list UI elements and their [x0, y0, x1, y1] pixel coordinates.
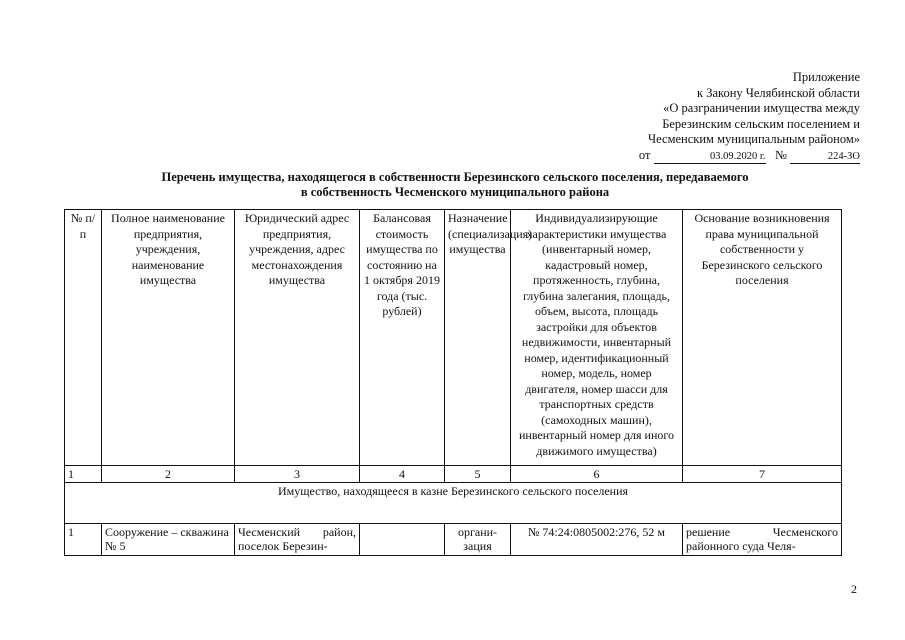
date-prefix: от: [638, 147, 651, 162]
column-number: 2: [102, 466, 235, 483]
appendix-block: [639, 70, 860, 164]
document-title: [60, 170, 850, 200]
number-value: 224-ЗО: [790, 151, 860, 164]
property-table: [64, 209, 842, 556]
appendix-line: Приложение: [792, 70, 860, 84]
title-line-1: Перечень имущества, находящегося в собственности Березинского сельского поселения, передаваемого: [161, 170, 749, 184]
row-characteristics: № 74:24:0805002:276, 52 м: [511, 524, 683, 556]
page-number: 2: [851, 582, 857, 596]
header-cell-num: № п/п: [65, 210, 102, 466]
column-number: 7: [683, 466, 842, 483]
appendix-line: к Закону Челябинской области: [697, 85, 860, 100]
date-value: 03.09.2020 г.: [654, 151, 766, 164]
table-row: [65, 524, 842, 556]
row-purpose: органи-зация: [445, 524, 511, 556]
appendix-date-line: [639, 148, 860, 164]
row-basis: решение Чесменского районного суда Челя-: [683, 524, 842, 556]
header-cell-value: Балансовая стоимость имущества по состоянию на 1 октября 2019 года (тыс. рублей): [360, 210, 445, 466]
column-number: 6: [511, 466, 683, 483]
header-row: [65, 210, 842, 466]
column-numbers-row: [65, 466, 842, 483]
header-cell-characteristics: Индивидуализирующие характеристики имущества (инвентарный номер, кадастровый номер, протяженность, глубина, глубина залегания, площадь, объем, высота, площадь застройки для объектов недвижимости, инвентарный номер, идентификационный номер, модель, номер двигателя, номер шасси для транспортных средств (самоходных машин), инвентарный номер для иного движимого имущества): [511, 210, 683, 466]
section-title: Имущество, находящееся в казне Березинского сельского поселения: [65, 483, 842, 524]
number-sign: №: [774, 147, 787, 162]
row-num: 1: [65, 524, 102, 556]
header-cell-name: Полное наименование предприятия, учреждения, наименование имущества: [102, 210, 235, 466]
column-number: 5: [445, 466, 511, 483]
appendix-line: «О разграничении имущества между: [663, 101, 860, 115]
title-line-2: в собственность Чесменского муниципального района: [300, 185, 610, 199]
row-name: Сооружение – скважина № 5: [102, 524, 235, 556]
column-number: 3: [235, 466, 360, 483]
header-cell-purpose: Назначение (специализация) имущества: [445, 210, 511, 466]
row-value: [360, 524, 445, 556]
column-number: 4: [360, 466, 445, 483]
header-cell-address: Юридический адрес предприятия, учреждения, адрес местонахождения имущества: [235, 210, 360, 466]
header-cell-basis: Основание возникновения права муниципальной собственности у Березинского сельского поселения: [683, 210, 842, 466]
appendix-line: Березинским сельским поселением и: [662, 116, 860, 131]
row-address: Чесменский район, поселок Березин-: [235, 524, 360, 556]
section-row: [65, 483, 842, 524]
column-number: 1: [65, 466, 102, 483]
appendix-line: Чесменским муниципальным районом»: [648, 132, 860, 146]
